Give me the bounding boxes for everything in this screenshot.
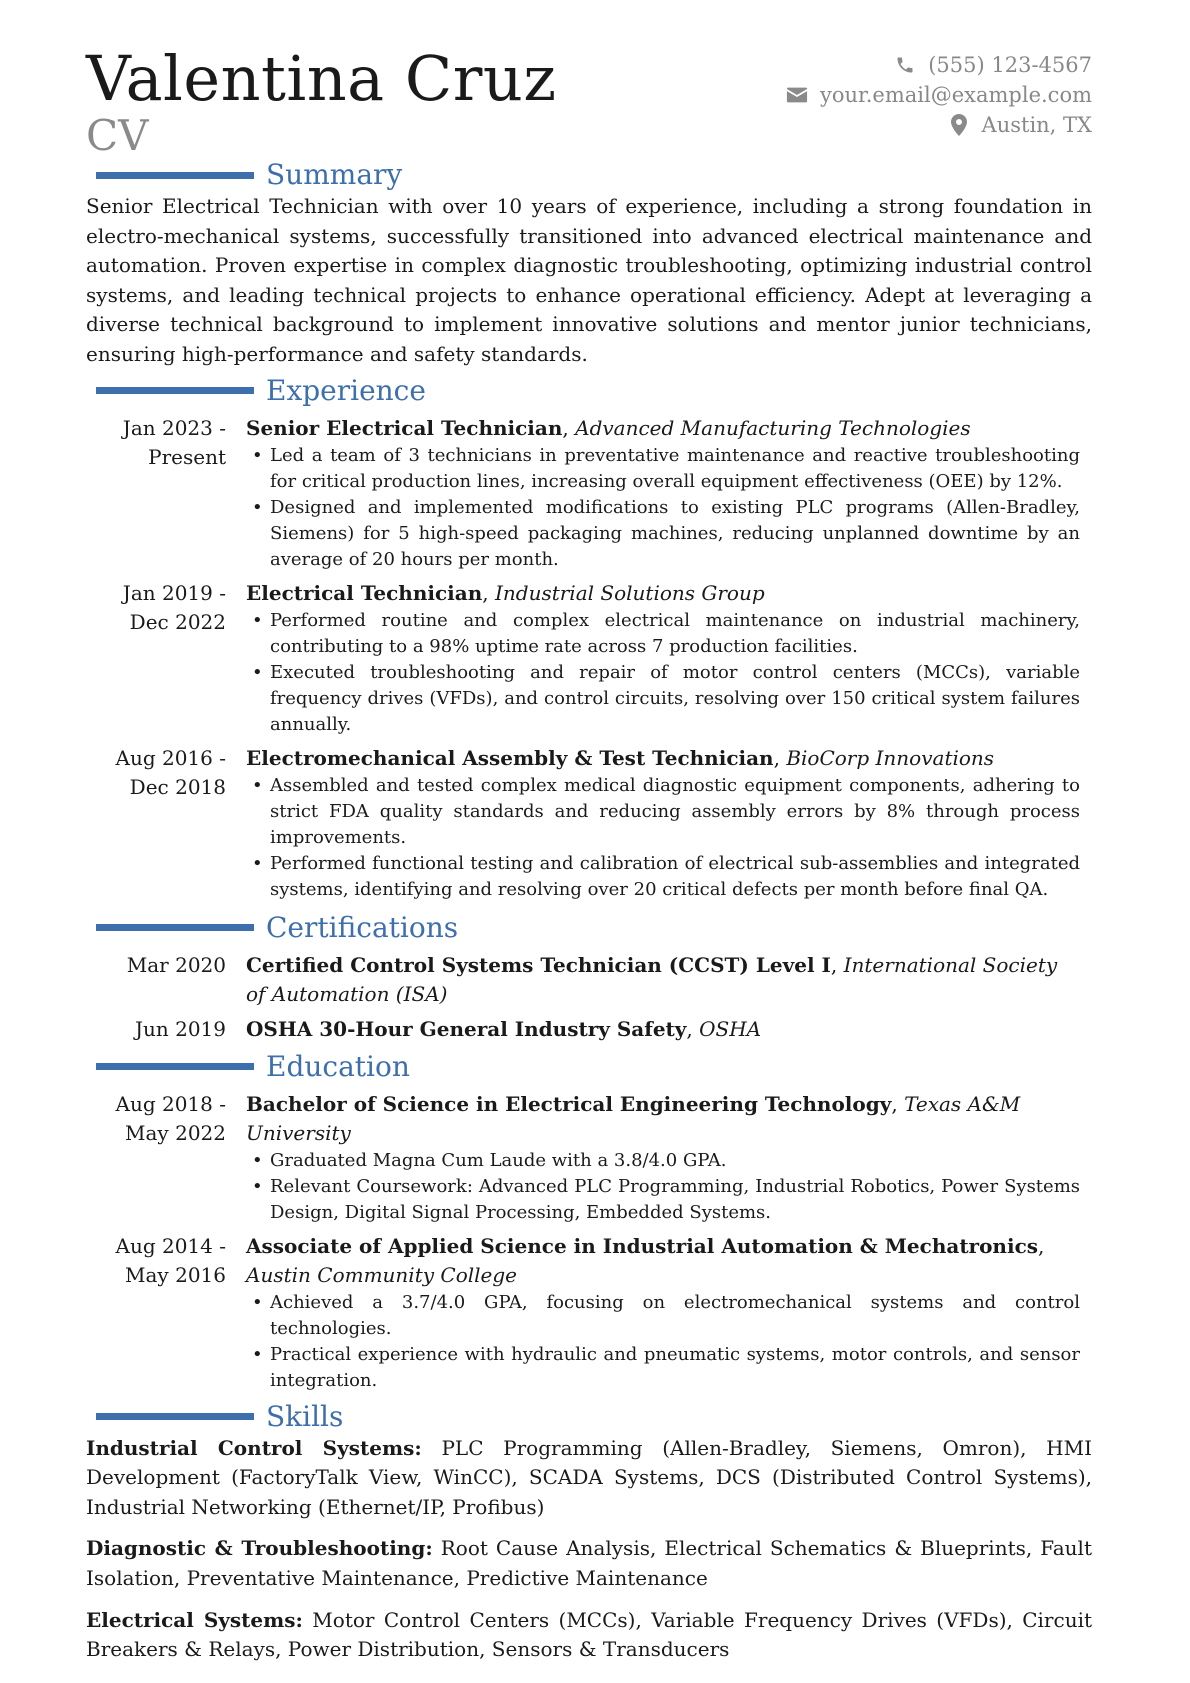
phone-text: (555) 123-4567: [928, 53, 1092, 77]
entry-bullets: [246, 1290, 1080, 1394]
entry-bullets: [246, 773, 1080, 903]
entry-role: Certified Control Systems Technician (CCST) Level I: [246, 952, 831, 977]
skill-group: [86, 1434, 1092, 1523]
contact-phone: [784, 50, 1092, 80]
entry-role: Electrical Technician: [246, 580, 483, 605]
certifications-list: [86, 951, 1092, 1044]
location-text: Austin, TX: [981, 113, 1092, 137]
skill-group-label: Electrical Systems:: [86, 1607, 303, 1632]
entry-role: Electromechanical Assembly & Test Technician: [246, 745, 774, 770]
education-list: [86, 1090, 1092, 1394]
skill-group-label: Diagnostic & Troubleshooting:: [86, 1536, 433, 1561]
entry-date: Jan 2023 - Present: [122, 415, 226, 469]
section-accent-bar: [96, 387, 254, 394]
skills-list: [86, 1434, 1092, 1665]
map-pin-icon: [946, 114, 972, 136]
summary-heading: [86, 158, 1092, 192]
entry-body: [246, 414, 1092, 573]
bullet-item: • Performed functional testing and calibration of electrical sub-assemblies and integrated systems, identifying and resolving over 20 critical defects per month before final QA.: [270, 851, 1080, 903]
bullet-item: • Designed and implemented modifications to existing PLC programs (Allen-Bradley, Siemens) for 5 high-speed packaging machines, reducing unplanned downtime by an average of 20 hours per month.: [270, 495, 1080, 573]
entry-title: Associate of Applied Science in Industrial Automation & Mechatronics, Austin Community College: [246, 1233, 1045, 1287]
entry-organization: Industrial Solutions Group: [494, 580, 765, 605]
entry-organization: Advanced Manufacturing Technologies: [575, 415, 971, 440]
certifications-heading: [86, 911, 1092, 945]
cv-header: [86, 42, 1092, 160]
contact-location: [784, 110, 1092, 140]
section-title: Skills: [266, 1399, 344, 1433]
bullet-item: • Practical experience with hydraulic and pneumatic systems, motor controls, and sensor integration.: [270, 1342, 1080, 1394]
skill-group: [86, 1606, 1092, 1665]
contact-email: [784, 80, 1092, 110]
cv-page: [86, 44, 1092, 1677]
entry-organization: Texas A&M University: [246, 1091, 1021, 1145]
entry-bullets: [246, 1148, 1080, 1226]
entry-title: Electromechanical Assembly & Test Technician, BioCorp Innovations: [246, 745, 995, 770]
entry-date: Aug 2014 - May 2016: [115, 1233, 226, 1287]
entry-title: Bachelor of Science in Electrical Engineering Technology, Texas A&M University: [246, 1091, 1021, 1145]
entry-organization: BioCorp Innovations: [786, 745, 995, 770]
entry: [86, 1232, 1092, 1394]
skill-group-label: Industrial Control Systems:: [86, 1435, 422, 1460]
entry: [86, 579, 1092, 738]
bullet-item: • Achieved a 3.7/4.0 GPA, focusing on electromechanical systems and control technologies.: [270, 1290, 1080, 1342]
contact-block: [784, 50, 1092, 140]
experience-list: [86, 414, 1092, 903]
entry-body: [246, 1090, 1092, 1226]
skills-heading: [86, 1400, 1092, 1434]
entry-date: Aug 2018 - May 2022: [115, 1091, 226, 1145]
entry-date: Aug 2016 - Dec 2018: [115, 745, 226, 799]
section-accent-bar: [96, 1413, 254, 1420]
bullet-item: • Led a team of 3 technicians in preventative maintenance and reactive troubleshooting for critical production lines, increasing overall equipment effectiveness (OEE) by 12%.: [270, 443, 1080, 495]
entry-title: Certified Control Systems Technician (CCST) Level I, International Society of Automation (ISA): [246, 952, 1058, 1006]
entry-body: [246, 579, 1092, 738]
entry-title: Senior Electrical Technician, Advanced Manufacturing Technologies: [246, 415, 971, 440]
bullet-item: • Executed troubleshooting and repair of motor control centers (MCCs), variable frequency drives (VFDs), and control circuits, resolving over 150 critical system failures annually.: [270, 660, 1080, 738]
entry-bullets: [246, 608, 1080, 738]
entry-organization: International Society of Automation (ISA): [246, 952, 1058, 1006]
experience-heading: [86, 374, 1092, 408]
bullet-item: • Assembled and tested complex medical diagnostic equipment components, adhering to strict FDA quality standards and reducing assembly errors by 8% through process improvements.: [270, 773, 1080, 851]
bullet-item: • Relevant Coursework: Advanced PLC Programming, Industrial Robotics, Power Systems Design, Digital Signal Processing, Embedded Systems.: [270, 1174, 1080, 1226]
section-accent-bar: [96, 1063, 254, 1070]
education-heading: [86, 1050, 1092, 1084]
entry-title: OSHA 30-Hour General Industry Safety, OSHA: [246, 1016, 762, 1041]
entry-role: Bachelor of Science in Electrical Engineering Technology: [246, 1091, 892, 1116]
entry: [86, 1090, 1092, 1226]
entry: [86, 414, 1092, 573]
section-accent-bar: [96, 172, 254, 179]
bullet-item: • Performed routine and complex electrical maintenance on industrial machinery, contributing to a 98% uptime rate across 7 production facilities.: [270, 608, 1080, 660]
entry-bullets: [246, 443, 1080, 573]
entry-role: Associate of Applied Science in Industrial Automation & Mechatronics: [246, 1233, 1039, 1258]
skill-group: [86, 1534, 1092, 1593]
email-link[interactable]: your.email@example.com: [819, 83, 1092, 107]
entry: [86, 951, 1092, 1009]
entry-body: [246, 744, 1092, 903]
entry-body: [246, 1232, 1092, 1394]
entry-role: Senior Electrical Technician: [246, 415, 563, 440]
section-title: Certifications: [266, 910, 459, 944]
section-accent-bar: [96, 924, 254, 931]
entry-date: Mar 2020: [126, 952, 226, 977]
entry-organization: OSHA: [699, 1016, 762, 1041]
document-subtitle: CV: [86, 111, 149, 160]
skill-group-text: Root Cause Analysis, Electrical Schematics & Blueprints, Fault Isolation, Preventative Maintenance, Predictive Maintenance: [86, 1536, 1092, 1590]
entry: [86, 1015, 1092, 1044]
entry-body: [246, 951, 1092, 1009]
entry: [86, 744, 1092, 903]
candidate-name: Valentina Cruz: [86, 42, 557, 115]
skill-group-text: PLC Programming (Allen-Bradley, Siemens, Omron), HMI Development (FactoryTalk View, WinCC), SCADA Systems, DCS (Distributed Control Systems), Industrial Networking (Ethernet/IP, Profibus): [86, 1435, 1092, 1519]
section-title: Experience: [266, 373, 426, 407]
entry-date: Jun 2019: [134, 1016, 226, 1041]
skill-group-text: Motor Control Centers (MCCs), Variable Frequency Drives (VFDs), Circuit Breakers & Relays, Power Distribution, Sensors & Transducers: [86, 1607, 1093, 1662]
entry-body: [246, 1015, 1092, 1044]
bullet-item: • Graduated Magna Cum Laude with a 3.8/4.0 GPA.: [270, 1148, 1080, 1174]
envelope-icon: [784, 84, 810, 106]
entry-organization: Austin Community College: [246, 1262, 517, 1287]
entry-title: Electrical Technician, Industrial Solutions Group: [246, 580, 765, 605]
section-title: Summary: [266, 158, 403, 191]
phone-icon: [892, 54, 918, 76]
entry-date: Jan 2019 - Dec 2022: [122, 580, 226, 634]
section-title: Education: [266, 1049, 410, 1083]
summary-text: Senior Electrical Technician with over 10 years of experience, including a strong foundation in electro-mechanical systems, successfully transitioned into advanced electrical maintenance and automation. Proven expertise in complex diagnostic troubleshooting, optimizing industrial control systems, and leading technical projects to enhance operational efficiency. Adept at leveraging a diverse technical background to implement innovative solutions and mentor junior technicians, ensuring high-performance and safety standards.: [86, 194, 1092, 366]
entry-role: OSHA 30-Hour General Industry Safety: [246, 1016, 687, 1041]
